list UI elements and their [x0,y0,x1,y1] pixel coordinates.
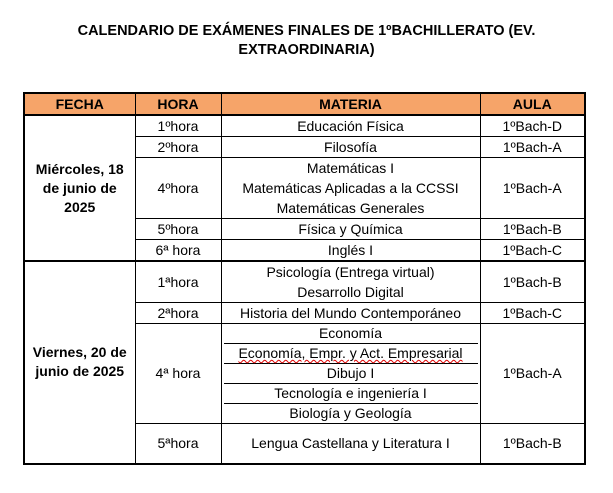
aula-cell: 1ºBach-A [480,137,585,158]
materia-line: Inglés I [327,242,374,258]
materia-line: Dibujo I [224,364,478,384]
header-hora: HORA [135,93,221,115]
hora-cell: 4ºhora [135,158,221,219]
materia-line: Educación Física [297,118,404,134]
materia-line: Lengua Castellana y Literatura I [251,435,450,452]
date-cell: Miércoles, 18 de junio de 2025 [24,115,135,261]
header-fecha: FECHA [24,93,135,115]
table-row [24,115,585,137]
materia-cell [221,261,480,303]
hora-cell: 2ªhora [135,303,221,324]
materia-cell [221,324,480,424]
materia-line: Economía [224,324,478,344]
title-line-1: CALENDARIO DE EXÁMENES FINALES DE 1ºBACHILLERATO (EV. [77,23,536,39]
materia-cell [221,303,480,324]
aula-cell: 1ºBach-A [480,158,585,219]
hora-cell: 2ºhora [135,137,221,158]
page-title [0,22,613,60]
materia-line: Economía, Empr. y Act. Empresarial [238,345,463,361]
table-row [24,261,585,303]
materia-line: Matemáticas I [306,160,395,176]
materia-line: Matemáticas Aplicadas a la CCSSI [242,180,459,196]
hora-cell: 5ªhora [135,424,221,464]
hora-cell: 5ºhora [135,219,221,240]
hora-cell: 1ªhora [135,261,221,303]
aula-cell: 1ºBach-A [480,324,585,424]
title-line-2: EXTRAORDINARIA) [238,42,375,58]
aula-cell: 1ºBach-C [480,240,585,262]
header-row [24,93,585,115]
materia-cell [221,424,480,464]
exam-calendar-table [23,92,586,465]
aula-cell: 1ºBach-C [480,303,585,324]
materia-cell [221,115,480,137]
aula-cell: 1ºBach-B [480,424,585,464]
header-materia: MATERIA [221,93,480,115]
aula-cell: 1ºBach-B [480,219,585,240]
materia-cell [221,240,480,262]
materia-line: Psicología (Entrega virtual) [266,264,435,280]
materia-stack [224,324,478,423]
materia-line: Desarrollo Digital [297,284,404,300]
hora-cell: 1ºhora [135,115,221,137]
materia-cell [221,219,480,240]
materia-line: Historia del Mundo Contemporáneo [239,305,461,321]
materia-line: Matemáticas Generales [276,200,425,216]
materia-cell [221,137,480,158]
hora-cell: 4ª hora [135,324,221,424]
header-aula: AULA [480,93,585,115]
materia-line-squiggle [224,344,478,364]
date-cell: Viernes, 20 de junio de 2025 [24,261,135,464]
materia-line: Tecnología e ingeniería I [224,384,478,404]
materia-line: Física y Química [298,221,403,237]
materia-cell [221,158,480,219]
hora-cell: 6ª hora [135,240,221,262]
aula-cell: 1ºBach-D [480,115,585,137]
materia-line: Filosofía [324,139,377,155]
aula-cell: 1ºBach-B [480,261,585,303]
materia-line: Biología y Geología [289,405,412,421]
